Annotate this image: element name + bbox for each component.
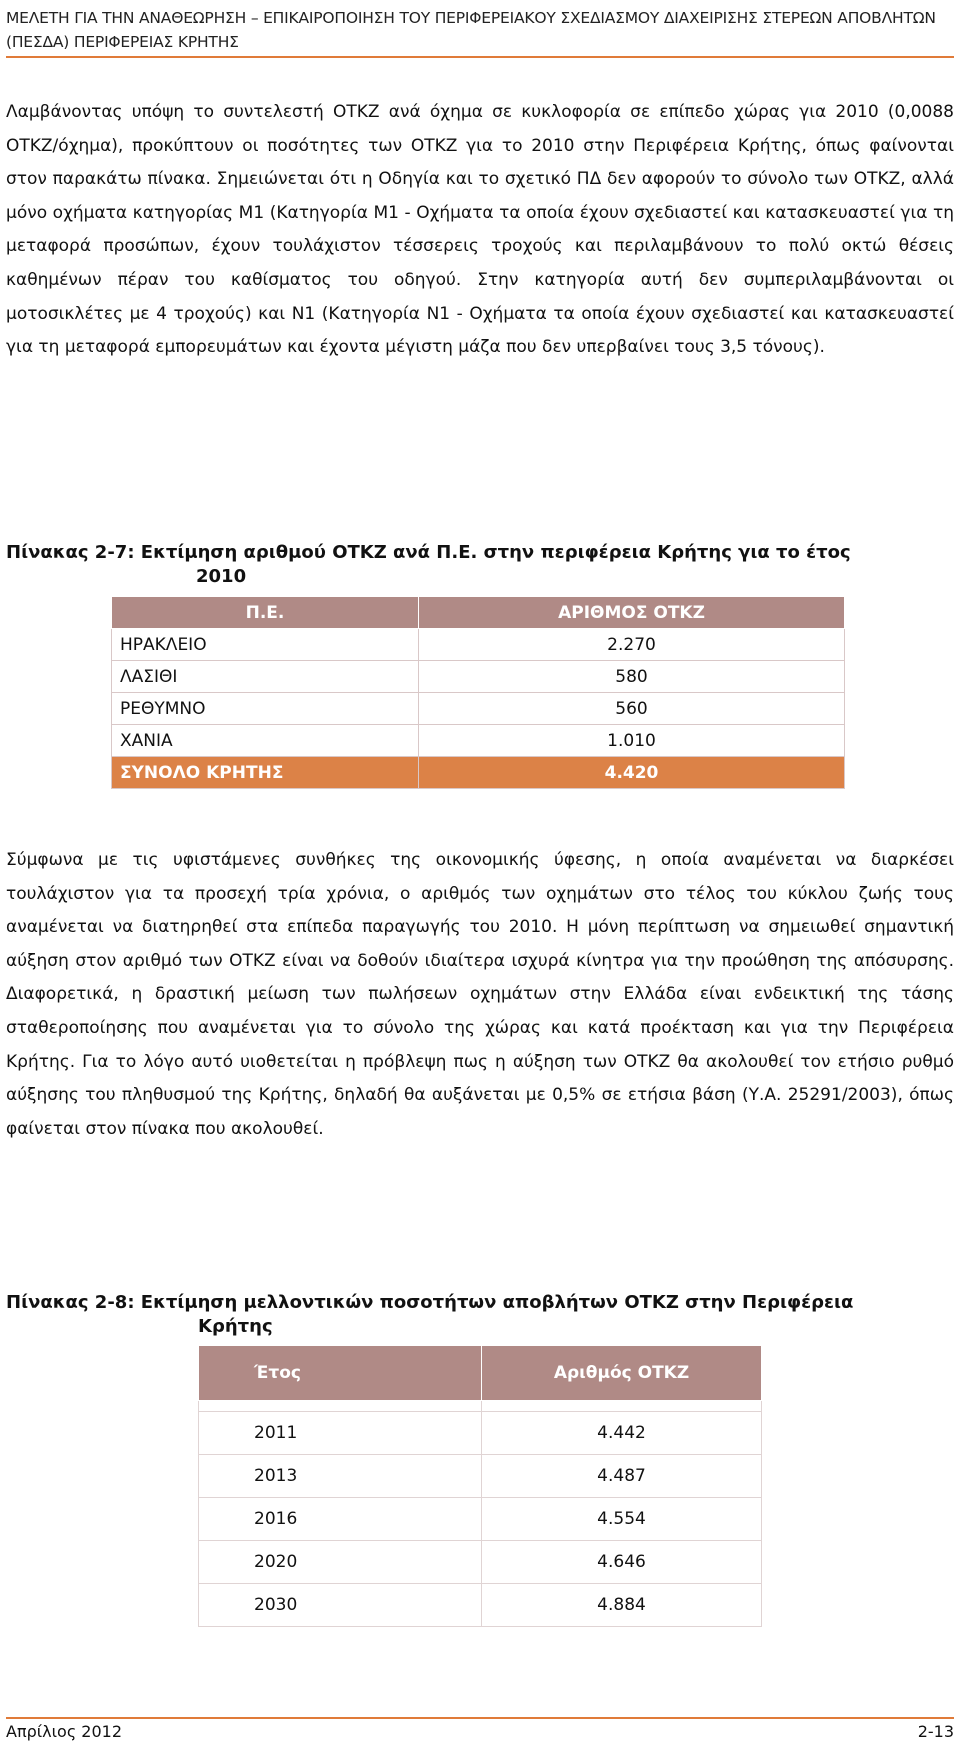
page-header	[6, 6, 954, 54]
table2-header-year	[199, 1346, 482, 1401]
table2-cell-value: 4.442	[482, 1412, 762, 1455]
table1-cell-name: ΗΡΑΚΛΕΙΟ	[112, 629, 419, 661]
table1-header-count: ΑΡΙΘΜΟΣ ΟΤΚΖ	[419, 597, 845, 629]
table2-caption-line1: Πίνακας 2-8: Εκτίμηση μελλοντικών ποσοτήτων αποβλήτων ΟΤΚΖ στην Περιφέρεια	[6, 1292, 854, 1313]
table2-cell-year: 2020	[199, 1541, 482, 1584]
table1-cell-value: 560	[419, 693, 845, 725]
table-row	[199, 1498, 762, 1541]
table2-spacer-row	[199, 1401, 762, 1412]
table1-caption-line2: 2010	[196, 566, 247, 587]
table1-cell-value: 580	[419, 661, 845, 693]
table2-cell-value: 4.554	[482, 1498, 762, 1541]
table-row	[112, 661, 845, 693]
table1-cell-name: ΧΑΝΙΑ	[112, 725, 419, 757]
table2-cell-year: 2011	[199, 1412, 482, 1455]
table2-cell-value: 4.884	[482, 1584, 762, 1627]
table1-cell-value: 1.010	[419, 725, 845, 757]
table-row	[112, 725, 845, 757]
table2-caption	[6, 1291, 954, 1339]
table2-caption-line2: Κρήτης	[198, 1316, 273, 1337]
footer-divider	[6, 1717, 954, 1719]
table1-header-prefecture: Π.Ε.	[112, 597, 419, 629]
table1-caption	[6, 541, 954, 589]
intro-paragraph: Λαμβάνοντας υπόψη το συντελεστή ΟΤΚΖ ανά όχημα σε κυκλοφορία σε επίπεδο χώρας για 2010 (0,0088 ΟΤΚΖ/όχημα), προκύπτουν οι ποσότητες των ΟΤΚΖ για το 2010 στην Περιφέρεια Κρήτης, όπως φαίνονται στον παρακάτω πίνακα. Σημειώνεται ότι η Οδηγία και το σχετικό ΠΔ δεν αφορούν το σύνολο των ΟΤΚΖ, αλλά μόνο οχήματα κατηγορίας Μ1 (Κατηγορία Μ1 - Οχήματα τα οποία έχουν σχεδιαστεί και κατασκευαστεί για τη μεταφορά προσώπων, έχουν τουλάχιστον τέσσερεις τροχούς και περιλαμβάνουν το πολύ οκτώ θέσεις καθημένων πέραν του καθίσματος του οδηγού. Στην κατηγορία αυτή δεν συμπεριλαμβάνονται οι μοτοσικλέτες με 4 τροχούς) και Ν1 (Κατηγορία Ν1 - Οχήματα τα οποία έχουν σχεδιαστεί και κατασκευαστεί για τη μεταφορά εμπορευμάτων και έχοντα μέγιστη μάζα που δεν υπερβαίνει τους 3,5 τόνους).	[6, 102, 954, 358]
table-row	[199, 1584, 762, 1627]
table2-cell-value: 4.487	[482, 1455, 762, 1498]
table-row	[112, 629, 845, 661]
table1-cell-value: 2.270	[419, 629, 845, 661]
table2-cell-year: 2030	[199, 1584, 482, 1627]
page-number: 2-13	[917, 1722, 954, 1741]
forecast-paragraph: Σύμφωνα με τις υφιστάμενες συνθήκες της οικονομικής ύφεσης, η οποία αναμένεται να διαρκέσει τουλάχιστον για τα προσεχή τρία χρόνια, ο αριθμός των οχημάτων στο τέλος του κύκλου ζωής τους αναμένεται να διατηρηθεί στα επίπεδα παραγωγής του 2010. Η μόνη περίπτωση να σημειωθεί σημαντική αύξηση στον αριθμό των ΟΤΚΖ είναι να δοθούν ιδιαίτερα ισχυρά κίνητρα για την προώθηση της απόσυρσης. Διαφορετικά, η δραστική μείωση των πωλήσεων οχημάτων στην Ελλάδα είναι ενδεικτική της τάσης σταθεροποίησης που αναμένεται για το σύνολο της χώρας και κατά προέκταση και για την Περιφέρεια Κρήτης. Για το λόγο αυτό υιοθετείται η πρόβλεψη πως η αύξηση των ΟΤΚΖ θα ακολουθεί τον ετήσιο ρυθμό αύξησης του πληθυσμού της Κρήτης, δηλαδή θα αυξάνεται με 0,5% σε ετήσια βάση (Υ.Α. 25291/2003), όπως φαίνεται στον πίνακα που ακολουθεί.	[6, 850, 954, 1139]
table1-caption-line1: Πίνακας 2-7: Εκτίμηση αριθμού ΟΤΚΖ ανά Π.Ε. στην περιφέρεια Κρήτης για το έτος	[6, 542, 851, 563]
table1-total-name: ΣΥΝΟΛΟ ΚΡΗΤΗΣ	[112, 757, 419, 789]
table1-cell-name: ΡΕΘΥΜΝΟ	[112, 693, 419, 725]
table1-header-row	[112, 597, 845, 629]
table1-cell-name: ΛΑΣΙΘΙ	[112, 661, 419, 693]
table1-total-row	[112, 757, 845, 789]
document-title: ΜΕΛΕΤΗ ΓΙΑ ΤΗΝ ΑΝΑΘΕΩΡΗΣΗ – ΕΠΙΚΑΙΡΟΠΟΙΗΣΗ ΤΟΥ ΠΕΡΙΦΕΡΕΙΑΚΟΥ ΣΧΕΔΙΑΣΜΟΥ ΔΙΑΧΕΙΡΙΣΗΣ ΣΤΕΡΕΩΝ ΑΠΟΒΛΗΤΩΝ (ΠΕΣΔΑ) ΠΕΡΙΦΕΡΕΙΑΣ ΚΡΗΤΗΣ	[6, 9, 936, 51]
table2-header-year-label: Έτος	[254, 1363, 301, 1383]
table-row	[199, 1412, 762, 1455]
table2-cell-year: 2016	[199, 1498, 482, 1541]
table2-header-count: Αριθμός ΟΤΚΖ	[482, 1346, 762, 1401]
header-divider	[6, 56, 954, 58]
table1-total-value: 4.420	[419, 757, 845, 789]
otkz-by-prefecture-table	[111, 596, 845, 789]
table2-cell-year: 2013	[199, 1455, 482, 1498]
otkz-forecast-table	[198, 1345, 762, 1627]
table2-header-row	[199, 1346, 762, 1401]
table-row	[112, 693, 845, 725]
table-row	[199, 1541, 762, 1584]
table-row	[199, 1455, 762, 1498]
spacer-cell	[482, 1401, 762, 1412]
spacer-cell	[199, 1401, 482, 1412]
footer-date: Απρίλιος 2012	[6, 1722, 123, 1741]
table2-cell-value: 4.646	[482, 1541, 762, 1584]
